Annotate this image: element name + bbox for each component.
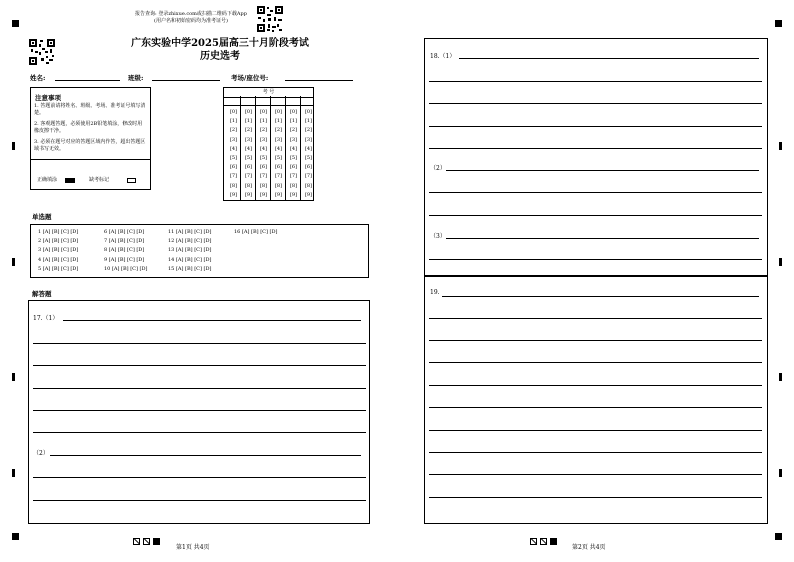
digit-bubble[interactable]: [3] (259, 136, 268, 143)
answer-line[interactable] (429, 452, 762, 453)
answer-line[interactable] (429, 340, 762, 341)
exam-number-column (272, 108, 285, 200)
digit-bubble[interactable]: [7] (244, 173, 253, 180)
exam-number-column (242, 108, 255, 200)
digit-bubble[interactable]: [6] (304, 164, 313, 171)
answer-line[interactable] (429, 148, 762, 149)
answer-line[interactable] (33, 388, 366, 389)
digit-bubble[interactable]: [5] (229, 155, 238, 162)
answer-line[interactable] (33, 477, 366, 478)
answer-box-19 (424, 276, 768, 524)
edge-mark (779, 469, 782, 477)
digit-bubble[interactable]: [6] (229, 164, 238, 171)
digit-bubble[interactable]: [9] (244, 191, 253, 198)
q18-part3-label: （3） (430, 233, 446, 240)
answer-line[interactable] (33, 410, 366, 411)
divider (31, 159, 150, 160)
answer-line[interactable] (446, 238, 759, 239)
answer-line[interactable] (33, 432, 366, 433)
seat-field[interactable] (285, 80, 353, 81)
digit-bubble[interactable]: [3] (289, 136, 298, 143)
note-item: 3. 必须在题号对应的答题区域内作答，超出答题区域书写无效。 (34, 139, 146, 152)
digit-bubble[interactable]: [1] (259, 118, 268, 125)
answer-line[interactable] (429, 126, 762, 127)
mc-question[interactable]: 5 [A] [B] [C] [D] (38, 265, 79, 272)
exam-number-column (257, 108, 270, 200)
mc-question[interactable]: 12 [A] [B] [C] [D] (168, 238, 212, 245)
mc-question[interactable]: 9 [A] [B] [C] [D] (104, 256, 145, 263)
digit-bubble[interactable]: [3] (304, 136, 313, 143)
mc-question[interactable]: 10 [A] [B] [C] [D] (104, 265, 148, 272)
digit-bubble[interactable]: [0] (244, 109, 253, 115)
digit-bubble[interactable]: [0] (259, 109, 268, 115)
corner-mark (12, 533, 19, 540)
mc-question[interactable]: 11 [A] [B] [C] [D] (168, 229, 212, 235)
answer-line[interactable] (429, 497, 762, 498)
answer-line[interactable] (429, 362, 762, 363)
digit-bubble[interactable]: [7] (259, 173, 268, 180)
q18-part1-label: 18.（1） (430, 53, 456, 60)
column-divider (300, 96, 301, 200)
digit-bubble[interactable]: [0] (229, 109, 238, 115)
class-field[interactable] (152, 80, 220, 81)
page-mark-icon (143, 538, 150, 545)
name-label: 姓名: (30, 74, 46, 82)
digit-bubble[interactable]: [7] (274, 173, 283, 180)
answer-line[interactable] (429, 474, 762, 475)
mc-question[interactable]: 13 [A] [B] [C] [D] (168, 247, 212, 254)
answer-line[interactable] (429, 192, 762, 193)
note-item: 1. 答题前请将姓名、班级、考场、准考证号填写清楚。 (34, 103, 146, 116)
digit-bubble[interactable]: [4] (229, 145, 238, 152)
footer-marks (133, 531, 163, 550)
notes-box (30, 87, 151, 190)
exam-number-column (287, 108, 300, 200)
digit-bubble[interactable]: [3] (244, 136, 253, 143)
answer-title: 解答题 (32, 290, 52, 298)
corner-mark (12, 20, 19, 27)
digit-bubble[interactable]: [9] (274, 191, 283, 198)
digit-bubble[interactable]: [9] (304, 191, 313, 198)
digit-bubble[interactable]: [5] (304, 155, 313, 162)
answer-line[interactable] (459, 58, 759, 59)
mc-question[interactable]: 1 [A] [B] [C] [D] (38, 229, 79, 235)
notice-line-2: (用户名和初始密码均为准考证号) (154, 18, 228, 24)
exam-subtitle: 历史选考 (200, 51, 240, 62)
digit-bubble[interactable]: [3] (274, 136, 283, 143)
corner-mark (775, 533, 782, 540)
answer-line[interactable] (50, 455, 361, 456)
edge-mark (12, 373, 15, 381)
digit-bubble[interactable]: [4] (244, 145, 253, 152)
digit-bubble[interactable]: [8] (289, 182, 298, 189)
footer-marks (530, 531, 560, 550)
notice-line-1: 报告查询: 登录zhixue.com或扫描二维码下载App (135, 11, 247, 17)
answer-line[interactable] (429, 259, 762, 260)
digit-bubble[interactable]: [1] (274, 118, 283, 125)
q17-part2-label: （2） (33, 450, 49, 457)
column-divider (270, 96, 271, 200)
digit-bubble[interactable]: [1] (289, 118, 298, 125)
mc-question[interactable]: 2 [A] [B] [C] [D] (38, 238, 79, 245)
digit-bubble[interactable]: [9] (289, 191, 298, 198)
page-mark-icon (550, 538, 557, 545)
digit-bubble[interactable]: [4] (304, 145, 313, 152)
answer-line[interactable] (33, 343, 366, 344)
answer-line[interactable] (446, 170, 759, 171)
q18-part2-label: （2） (430, 165, 446, 172)
mc-title: 单选题 (32, 213, 52, 221)
edge-mark (12, 258, 15, 266)
digit-bubble[interactable]: [2] (229, 127, 238, 134)
answer-line[interactable] (429, 385, 762, 386)
corner-mark (775, 20, 782, 27)
digit-bubble[interactable]: [2] (289, 127, 298, 134)
qr-code-icon (28, 38, 56, 66)
answer-line[interactable] (429, 103, 762, 104)
q17-part1-label: 17.（1） (33, 315, 59, 322)
mc-question[interactable]: 7 [A] [B] [C] [D] (104, 238, 145, 245)
digit-bubble[interactable]: [3] (229, 136, 238, 143)
digit-bubble[interactable]: [4] (289, 145, 298, 152)
digit-bubble[interactable]: [8] (244, 182, 253, 189)
digit-bubble[interactable]: [2] (244, 127, 253, 134)
digit-bubble[interactable]: [5] (259, 155, 268, 162)
digit-bubble[interactable]: [8] (259, 182, 268, 189)
seat-label: 考场/座位号: (231, 74, 269, 82)
digit-bubble[interactable]: [6] (259, 164, 268, 171)
digit-bubble[interactable]: [5] (244, 155, 253, 162)
exam-title: 广东实验中学2025届高三十月阶段考试 (131, 38, 309, 49)
page-number: 第2页 共4页 (572, 544, 606, 551)
digit-bubble[interactable]: [8] (304, 182, 313, 189)
answer-box-18 (424, 38, 768, 276)
edge-mark (779, 142, 782, 150)
page-number: 第1页 共4页 (176, 544, 210, 551)
digit-bubble[interactable]: [8] (229, 182, 238, 189)
answer-box-17 (28, 300, 370, 524)
column-divider (240, 96, 241, 200)
name-field[interactable] (55, 80, 120, 81)
page-mark-icon (133, 538, 140, 545)
answer-line[interactable] (429, 318, 762, 319)
note-item: 2. 客观题答题，必须使用2B铅笔填涂，修改时用橡皮擦干净。 (34, 121, 143, 134)
correct-fill-sample (65, 178, 75, 183)
answer-line[interactable] (33, 365, 366, 366)
class-label: 班级: (128, 74, 144, 82)
answer-line[interactable] (429, 215, 762, 216)
digit-bubble[interactable]: [5] (274, 155, 283, 162)
qr-code-icon (256, 5, 284, 33)
exam-number-column (227, 108, 240, 200)
answer-line[interactable] (429, 407, 762, 408)
edge-mark (12, 142, 15, 150)
answer-line[interactable] (33, 500, 366, 501)
mc-question[interactable]: 15 [A] [B] [C] [D] (168, 265, 212, 272)
answer-line[interactable] (429, 430, 762, 431)
column-divider (285, 96, 286, 200)
digit-bubble[interactable]: [1] (229, 118, 238, 125)
exam-number-header: 考 号 (262, 89, 275, 95)
digit-bubble[interactable]: [7] (229, 173, 238, 180)
digit-bubble[interactable]: [2] (259, 127, 268, 134)
edge-mark (779, 258, 782, 266)
answer-line[interactable] (63, 320, 361, 321)
digit-bubble[interactable]: [0] (274, 109, 283, 115)
edge-mark (779, 373, 782, 381)
digit-bubble[interactable]: [7] (304, 173, 313, 180)
notes-title: 注意事项 (35, 94, 61, 102)
edge-mark (12, 469, 15, 477)
digit-bubble[interactable]: [1] (244, 118, 253, 125)
exam-number-column (302, 108, 315, 200)
digit-bubble[interactable]: [4] (274, 145, 283, 152)
digit-bubble[interactable]: [9] (259, 191, 268, 198)
mc-question[interactable]: 14 [A] [B] [C] [D] (168, 256, 212, 263)
mc-question[interactable]: 6 [A] [B] [C] [D] (104, 229, 145, 235)
q19-label: 19. (430, 289, 440, 296)
column-divider (255, 96, 256, 200)
digit-bubble[interactable]: [4] (259, 145, 268, 152)
page-mark-icon (530, 538, 537, 545)
digit-bubble[interactable]: [6] (244, 164, 253, 171)
digit-bubble[interactable]: [6] (289, 164, 298, 171)
digit-bubble[interactable]: [2] (274, 127, 283, 134)
page-mark-icon (540, 538, 547, 545)
digit-bubble[interactable]: [0] (289, 109, 298, 115)
digit-bubble[interactable]: [6] (274, 164, 283, 171)
digit-bubble[interactable]: [0] (304, 109, 313, 115)
mc-question[interactable]: 8 [A] [B] [C] [D] (104, 247, 145, 254)
mc-question[interactable]: 3 [A] [B] [C] [D] (38, 247, 79, 254)
absent-mark-box[interactable] (127, 178, 136, 183)
page-mark-icon (153, 538, 160, 545)
answer-line[interactable] (442, 296, 759, 297)
mc-question[interactable]: 16 [A] [B] [C] [D] (234, 229, 278, 235)
answer-line[interactable] (429, 81, 762, 82)
report-notice (116, 11, 266, 25)
digit-bubble[interactable]: [9] (229, 191, 238, 198)
absent-mark-label: 缺考标记 (89, 177, 110, 183)
digit-bubble[interactable]: [8] (274, 182, 283, 189)
digit-bubble[interactable]: [5] (289, 155, 298, 162)
mc-question[interactable]: 4 [A] [B] [C] [D] (38, 256, 79, 263)
correct-fill-label: 正确填涂 (37, 177, 58, 183)
digit-bubble[interactable]: [2] (304, 127, 313, 134)
digit-bubble[interactable]: [1] (304, 118, 313, 125)
digit-bubble[interactable]: [7] (289, 173, 298, 180)
